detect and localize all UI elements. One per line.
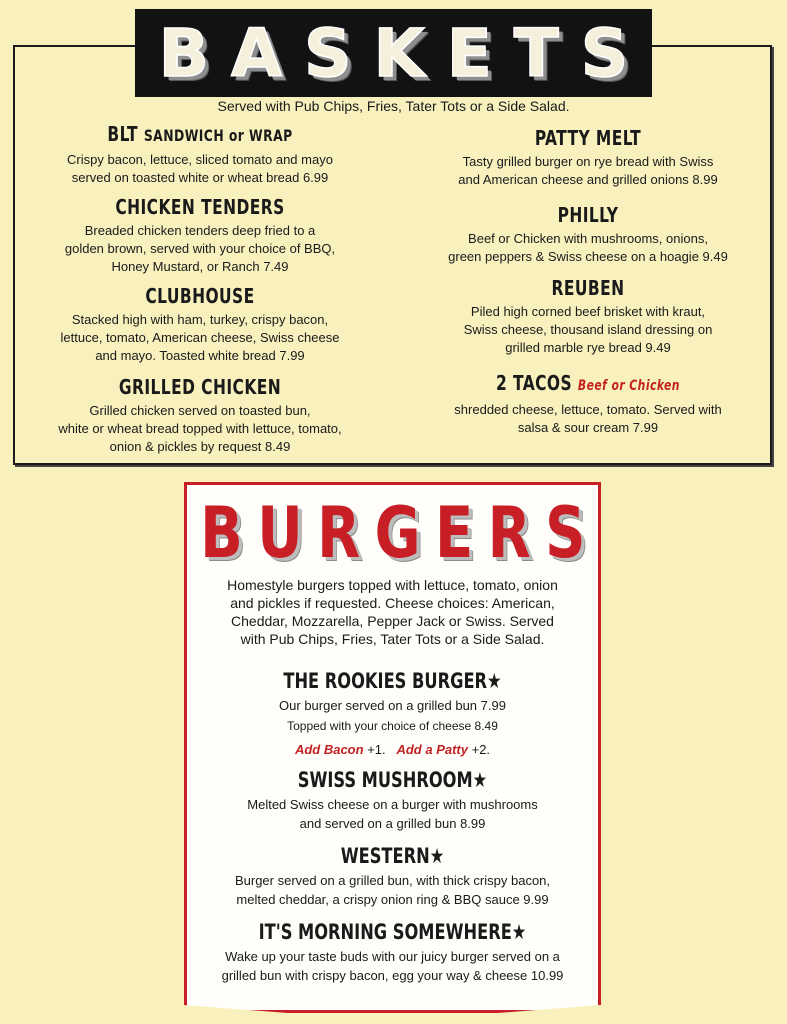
menu-item-reuben [418,276,758,357]
desc-line: and American cheese and grilled onions 8.99 [458,172,718,187]
menu-item-western [196,843,589,909]
menu-item-clubhouse [30,284,370,365]
item-description [30,222,370,276]
desc-line: shredded cheese, lettuce, tomato. Served with [454,402,722,417]
item-name: REUBEN [551,276,625,300]
intro-line: Cheddar, Mozzarella, Pepper Jack or Swiss. Served [231,613,554,629]
menu-item-2-tacos [418,371,758,437]
desc-line: grilled marble rye bread 9.49 [505,340,671,355]
item-description [418,303,758,357]
item-name: THE ROOKIES BURGER★ [283,669,502,693]
item-name: GRILLED CHICKEN [118,375,282,399]
desc-line: salsa & sour cream 7.99 [517,420,659,435]
item-name: CHICKEN TENDERS [115,195,285,219]
desc-line: Stacked high with ham, turkey, crispy bacon, [71,312,329,327]
item-description [30,402,370,456]
desc-line: Our burger served on a grilled bun 7.99 [279,698,506,713]
burgers-title: BURGERS [199,492,600,574]
item-name: IT'S MORNING SOMEWHERE★ [258,920,527,944]
baskets-subtitle: Served with Pub Chips, Fries, Tater Tots or a Side Salad. [217,98,570,114]
menu-item-philly [418,203,758,266]
item-description [196,947,589,985]
baskets-left-column [30,122,370,456]
item-name: SWISS MUSHROOM★ [297,768,488,792]
item-name: WESTERN★ [340,844,445,868]
burgers-items [196,668,589,995]
item-description [30,151,370,187]
burgers-banner [184,488,601,578]
menu-item-grilled-chicken [30,375,370,456]
desc-line: Melted Swiss cheese on a burger with mushrooms [247,797,538,812]
baskets-banner [135,9,652,97]
item-description [418,153,758,189]
desc-line: Beef or Chicken with mushrooms, onions, [468,231,708,246]
item-name [54,122,346,148]
desc-line: golden brown, served with your choice of BBQ, [64,241,336,256]
menu-item-its-morning-somewhere [196,919,589,985]
item-name-main: 2 TACOS [496,371,573,395]
desc-line: melted cheddar, a crispy onion ring & BBQ sauce 9.99 [236,892,549,907]
desc-line: grilled bun with crispy bacon, egg your way & cheese 10.99 [221,968,564,983]
desc-line: white or wheat bread topped with lettuce, tomato, [58,421,342,436]
baskets-right-column [418,126,758,437]
desc-line: green peppers & Swiss cheese on a hoagie 9.49 [448,249,728,264]
desc-line: onion & pickles by request 8.49 [109,439,291,454]
item-description [418,230,758,266]
addons [196,742,589,757]
burgers-intro [200,576,585,648]
item-description [30,311,370,365]
menu-item-patty-melt [418,126,758,189]
menu-item-swiss-mushroom [196,767,589,833]
item-name: CLUBHOUSE [145,284,255,308]
desc-line: Tasty grilled burger on rye bread with Swiss [462,154,714,169]
baskets-title: BASKETS [158,14,651,92]
item-description [196,696,589,736]
desc-line: and mayo. Toasted white bread 7.99 [95,348,305,363]
desc-line: Grilled chicken served on toasted bun, [89,403,311,418]
intro-line: Homestyle burgers topped with lettuce, tomato, onion [227,577,558,593]
intro-line: with Pub Chips, Fries, Tater Tots or a Side Salad. [240,631,545,647]
item-name-main: BLT [107,122,139,146]
intro-line: and pickles if requested. Cheese choices: American, [230,595,555,611]
item-name-option: Beef or Chicken [577,378,680,394]
item-description [418,401,758,437]
addon-patty-label: Add a Patty [396,742,468,757]
item-name-small: SANDWICH or WRAP [143,126,293,145]
desc-line: Wake up your taste buds with our juicy burger served on a [225,949,560,964]
item-description [196,871,589,909]
item-name: PATTY MELT [534,126,642,150]
item-name [442,371,734,398]
menu-item-blt [30,122,370,187]
menu-item-rookies-burger [196,668,589,757]
desc-line: Crispy bacon, lettuce, sliced tomato and mayo [67,152,333,167]
item-name: PHILLY [557,203,619,227]
desc-line: lettuce, tomato, American cheese, Swiss cheese [60,330,340,345]
desc-line: Breaded chicken tenders deep fried to a [84,223,316,238]
desc-line: served on toasted white or wheat bread 6.99 [71,170,329,185]
item-description [196,795,589,833]
desc-line: Honey Mustard, or Ranch 7.49 [111,259,289,274]
addon-patty-price: +2. [467,742,491,757]
desc-line: Topped with your choice of cheese 8.49 [287,719,498,733]
addon-bacon-label: Add Bacon [294,742,364,757]
desc-line: Burger served on a grilled bun, with thick crispy bacon, [234,873,551,888]
desc-line: Swiss cheese, thousand island dressing on [463,322,713,337]
desc-line: and served on a grilled bun 8.99 [299,816,486,831]
addon-bacon-price: +1. [363,742,397,757]
menu-item-chicken-tenders [30,195,370,276]
desc-line: Piled high corned beef brisket with kraut, [470,304,706,319]
